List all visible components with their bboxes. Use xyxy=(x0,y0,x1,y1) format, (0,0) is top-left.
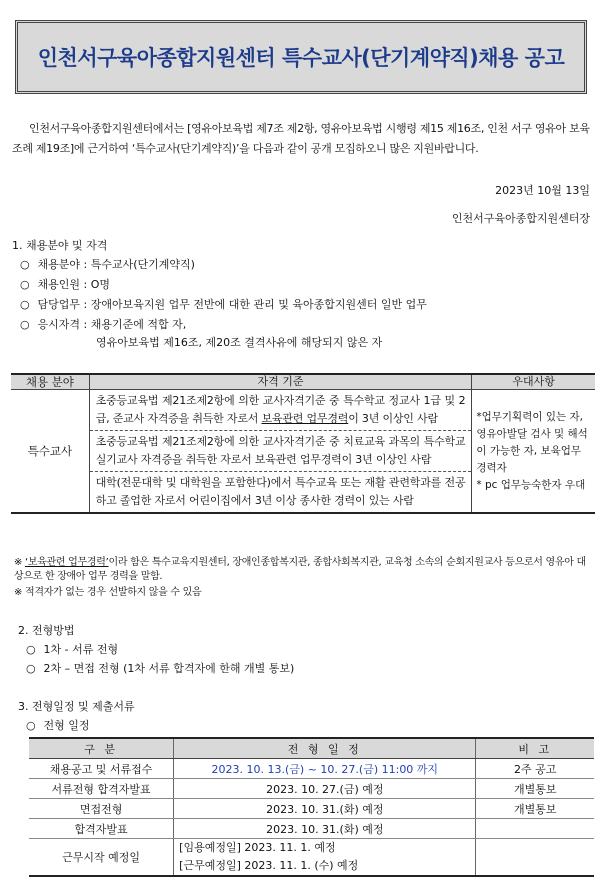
criteria-cell xyxy=(89,390,472,514)
method-step-2: ○ 2차 – 면접 전형 (1차 서류 합격자에 한해 개별 통보) xyxy=(26,662,295,675)
schedule-table xyxy=(29,737,594,877)
criteria-item: 초중등교육법 제21조제2항에 의한 교사자격기준 중 치료교육 과목의 특수학교 실기교사 자격증을 취득한 자로서 보육관련 업무경력이 3년 이상인 사람 xyxy=(90,431,472,472)
bullet-field: ○ 채용분야 : 특수교사(단기계약직) xyxy=(20,258,195,271)
table-row: 면접전형 2023. 10. 31.(화) 예정 개별통보 xyxy=(29,799,594,819)
circle-bullet-icon: ○ xyxy=(20,298,30,311)
circle-bullet-icon: ○ xyxy=(20,258,30,271)
header-remarks: 비 고 xyxy=(476,738,594,759)
table-row: 근무시작 예정일 [임용예정일] 2023. 11. 1. 예정 [근무예정일] 2023. 11. 1. (수) 예정 xyxy=(29,839,594,877)
header-criteria: 자격 기준 xyxy=(89,374,472,390)
section3-heading: 3. 전형일정 및 제출서류 xyxy=(18,700,135,713)
section2-heading: 2. 전형방법 xyxy=(18,624,75,637)
notice-date: 2023년 10월 13일 xyxy=(495,184,590,197)
table-row: 서류전형 합격자발표 2023. 10. 27.(금) 예정 개별통보 xyxy=(29,779,594,799)
table-row: 합격자발표 2023. 10. 31.(화) 예정 xyxy=(29,819,594,839)
table-header-row xyxy=(29,738,594,759)
page-title: 인천서구육아종합지원센터 특수교사(단기계약직)채용 공고 xyxy=(37,46,565,70)
table-header-row xyxy=(11,374,595,390)
section1-heading: 1. 채용분야 및 자격 xyxy=(12,239,108,252)
table-row: 채용공고 및 서류접수 2023. 10. 13.(금) ~ 10. 27.(금) 11:00 까지 2주 공고 xyxy=(29,759,594,779)
bullet-qualification-cont: 영유아보육법 제16조, 제20조 결격사유에 해당되지 않은 자 xyxy=(96,336,383,349)
method-step-1: ○ 1차 - 서류 전형 xyxy=(26,643,119,656)
circle-bullet-icon: ○ xyxy=(20,318,30,331)
preference-item: *업무기획력이 있는 자, 영유아발달 검사 및 해석이 가능한 자, 보육업무 경력자 xyxy=(476,410,588,474)
title-box xyxy=(15,20,587,94)
header-field: 채용 분야 xyxy=(11,374,89,390)
circle-bullet-icon: ○ xyxy=(26,719,36,732)
bullet-duty: ○ 담당업무 : 장애아보육지원 업무 전반에 대한 관리 및 육아종합지원센터 일반 업무 xyxy=(20,298,427,311)
intro-paragraph: 인천서구육아종합지원센터에서는 [영유아보육법 제7조 제2항, 영유아보육법 시행령 제15 제16조, 인천 서구 영유아 보육조례 제19조]에 근거하여 ‘특수교사(단기계약직)’을 다음과 같이 공개 모집하오니 많은 지원바랍니다. xyxy=(12,122,590,155)
criteria-item: 대학(전문대학 및 대학원을 포함한다)에서 특수교육 또는 재활 관련학과를 전공하고 졸업한 자로서 어린이집에서 3년 이상 종사한 경력이 있는 사람 xyxy=(95,476,466,507)
preference-item: * pc 업무능숙한자 우대 xyxy=(476,478,586,491)
table-row xyxy=(11,390,595,514)
circle-bullet-icon: ○ xyxy=(26,643,36,656)
preference-cell xyxy=(472,390,595,514)
header-category: 구 분 xyxy=(29,738,174,759)
circle-bullet-icon: ○ xyxy=(26,662,36,675)
criteria-item: 초중등교육법 제21조제2항에 의한 교사자격기준 중 특수학교 정교사 1급 및 2급, 준교사 자격증을 취득한 자로서 보육관련 업무경력이 3년 이상인 사람 xyxy=(90,390,472,431)
bullet-count: ○ 채용인원 : O명 xyxy=(20,278,110,291)
note-career-definition: ※ ‘보육관련 업무경력’이라 함은 특수교육지원센터, 장애인종합복지관, 종합사회복지관, 교육청 소속의 순회지원교사 등으로서 영유아 대상으로 한 장애아 업무 경력을 말함. xyxy=(14,557,586,582)
circle-bullet-icon: ○ xyxy=(20,278,30,291)
schedule-subheading: ○ 전형 일정 xyxy=(26,719,90,732)
field-cell: 특수교사 xyxy=(11,390,89,514)
bullet-qualification: ○ 응시자격 : 채용기준에 적합 자, xyxy=(20,318,187,331)
note-no-qualifier: ※ 적격자가 없는 경우 선발하지 않을 수 있음 xyxy=(14,587,202,598)
header-schedule: 전 형 일 정 xyxy=(174,738,476,759)
header-preference: 우대사항 xyxy=(472,374,595,390)
organization-name: 인천서구육아종합지원센터장 xyxy=(451,212,590,225)
qualification-table xyxy=(11,373,595,514)
